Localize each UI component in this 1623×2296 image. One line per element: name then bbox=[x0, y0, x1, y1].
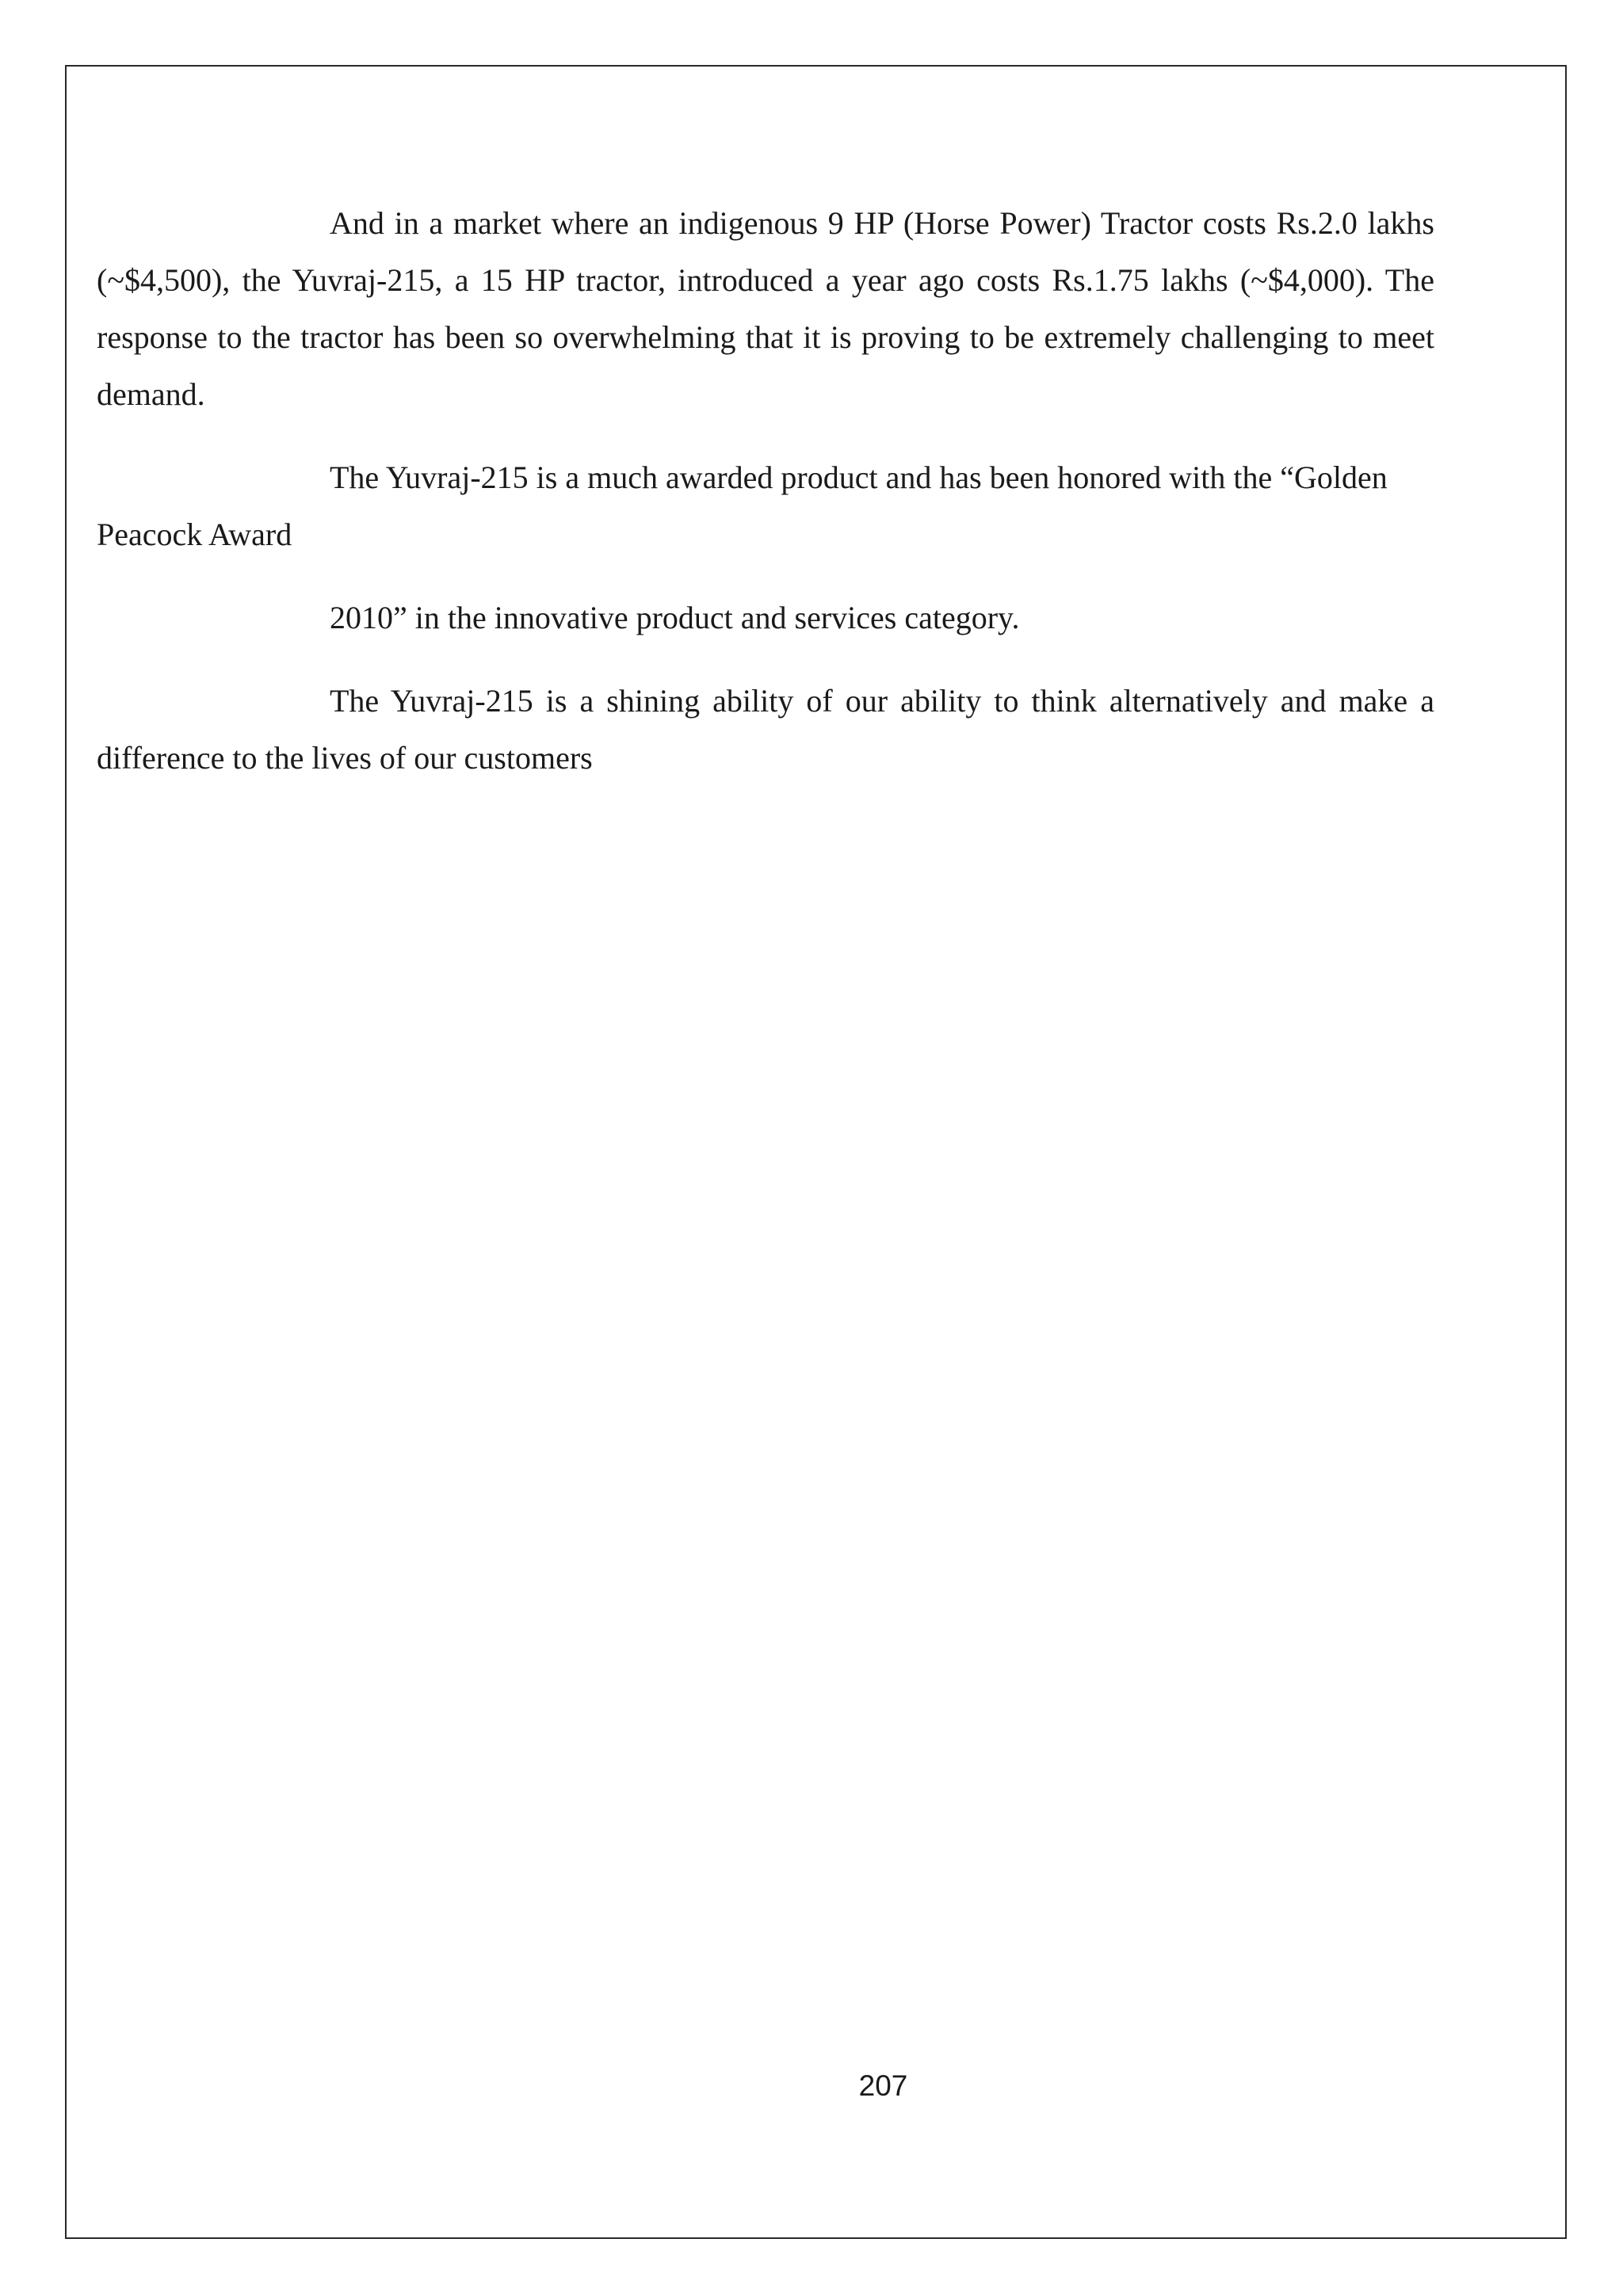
page-number: 207 bbox=[858, 2069, 908, 2102]
paragraph-award: The Yuvraj-215 is a much awarded product and has been honored with the “Golden Peacock Award bbox=[97, 460, 1388, 552]
paragraph-award-year: 2010” in the innovative product and services category. bbox=[330, 600, 1020, 635]
document-body bbox=[97, 195, 1434, 813]
paragraph-conclusion: The Yuvraj-215 is a shining ability of our ability to think alternatively and make a difference to the lives of our customers bbox=[97, 683, 1434, 776]
paragraph-tractor-cost: And in a market where an indigenous 9 HP (Horse Power) Tractor costs Rs.2.0 lakhs (~$4,500), the Yuvraj-215, a 15 HP tractor, introduced a year ago costs Rs.1.75 lakhs (~$4,000). The response to the tractor has been so overwhelming that it is proving to be extremely challenging to meet demand. bbox=[97, 205, 1434, 412]
